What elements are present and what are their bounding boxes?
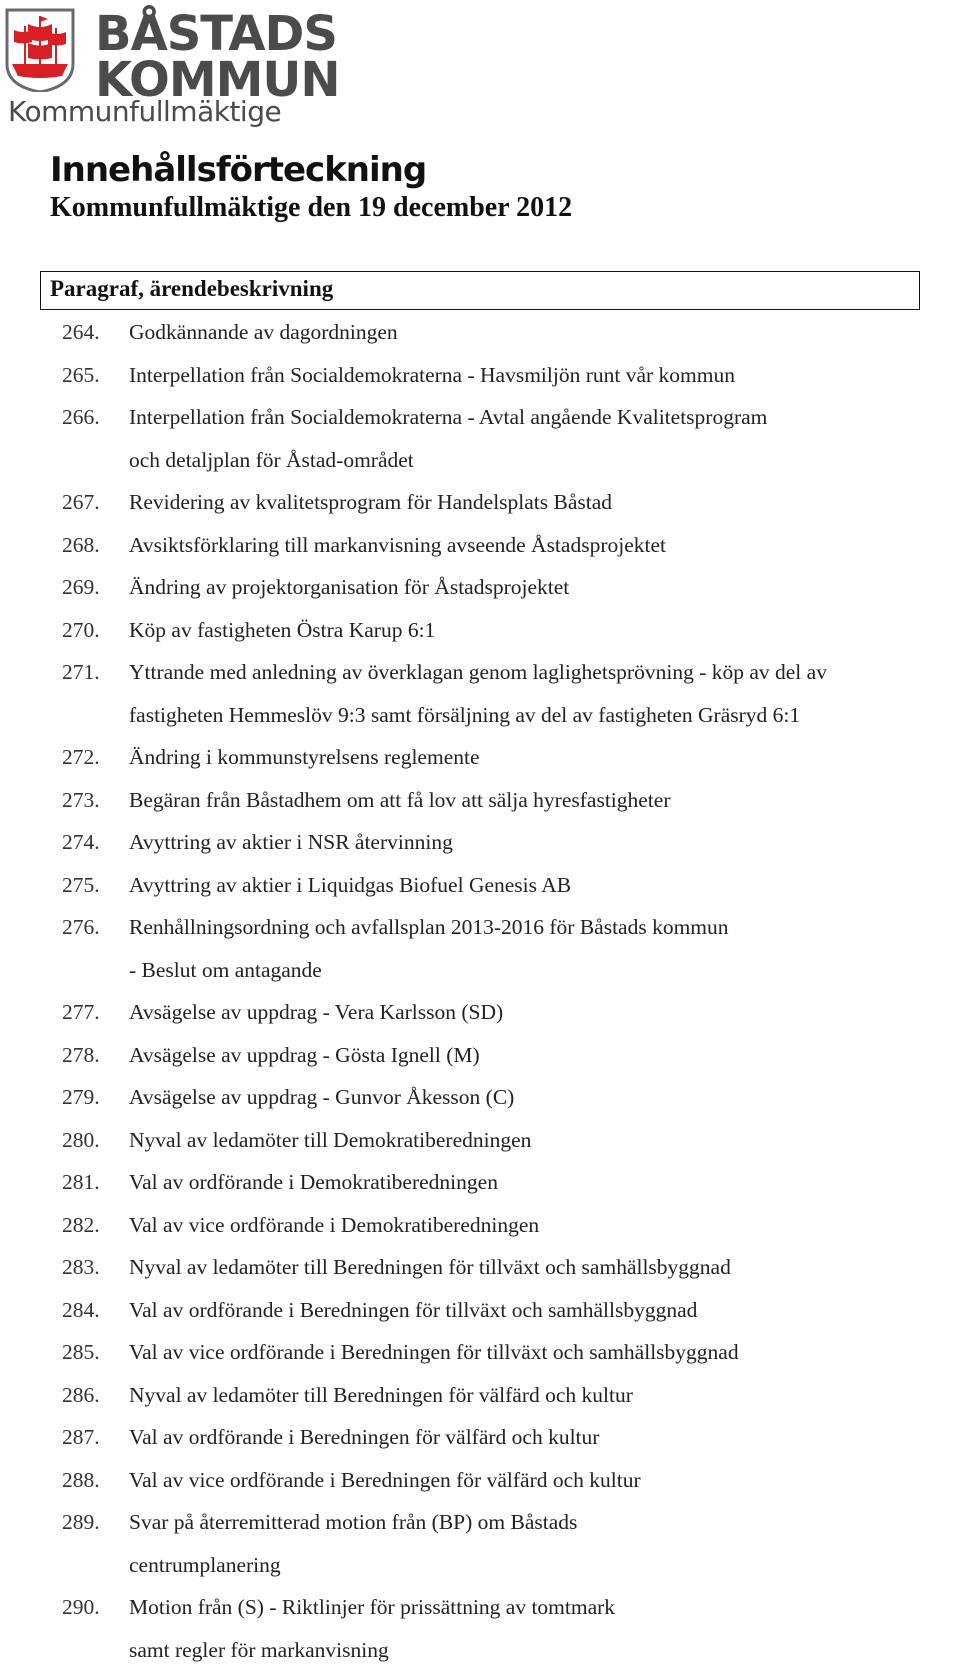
agenda-item [0,1331,960,1374]
agenda-item-line: samt regler för markanvisning [129,1629,957,1671]
agenda-item-number: 281. [62,1161,122,1204]
agenda-item [0,1204,960,1247]
agenda-item-description [129,864,957,907]
agenda-item [0,1161,960,1204]
agenda-item [0,1586,960,1671]
agenda-item-description [129,609,957,652]
agenda-item-description [129,736,957,779]
logo-wordmark-line1: BÅSTADS [95,10,337,58]
agenda-item-number: 277. [62,991,122,1034]
agenda-item-number: 270. [62,609,122,652]
agenda-item-description [129,1076,957,1119]
agenda-item-line: Nyval av ledamöter till Beredningen för tillväxt och samhällsbyggnad [129,1246,957,1289]
ship-emblem-icon [4,6,76,92]
logo-subtitle: Kommunfullmäktige [8,98,281,126]
agenda-item-line: Yttrande med anledning av överklagan genom laglighetsprövning - köp av del av [129,651,957,694]
agenda-item-description [129,566,957,609]
agenda-item-number: 279. [62,1076,122,1119]
agenda-item [0,1459,960,1502]
agenda-item-description [129,991,957,1034]
document-subtitle: Kommunfullmäktige den 19 december 2012 [50,193,572,224]
agenda-item-line: Nyval av ledamöter till Demokratiberedningen [129,1119,957,1162]
agenda-item-line: Revidering av kvalitetsprogram för Handelsplats Båstad [129,481,957,524]
agenda-item-line: Godkännande av dagordningen [129,311,957,354]
agenda-item-line: Val av ordförande i Beredningen för tillväxt och samhällsbyggnad [129,1289,957,1332]
agenda-item-line: Ändring i kommunstyrelsens reglemente [129,736,957,779]
agenda-item-line: Ändring av projektorganisation för Åstadsprojektet [129,566,957,609]
agenda-item-description [129,779,957,822]
agenda-item-description [129,906,957,991]
agenda-item [0,1119,960,1162]
agenda-item-number: 286. [62,1374,122,1417]
agenda-item [0,1289,960,1332]
agenda-item-line: fastigheten Hemmeslöv 9:3 samt försäljning av del av fastigheten Gräsryd 6:1 [129,694,957,737]
agenda-item-description [129,1586,957,1671]
agenda-item-line: - Beslut om antagande [129,949,957,992]
agenda-item-line: Avyttring av aktier i Liquidgas Biofuel Genesis AB [129,864,957,907]
agenda-item-number: 275. [62,864,122,907]
agenda-item-number: 284. [62,1289,122,1332]
agenda-item-number: 278. [62,1034,122,1077]
agenda-item-description [129,481,957,524]
table-header-label: Paragraf, ärendebeskrivning [50,276,333,302]
agenda-item-number: 265. [62,354,122,397]
agenda-item-number: 268. [62,524,122,567]
agenda-item [0,1416,960,1459]
agenda-item-description [129,651,957,736]
agenda-item-line: Avsägelse av uppdrag - Gunvor Åkesson (C) [129,1076,957,1119]
agenda-item-number: 273. [62,779,122,822]
agenda-item-line: Val av ordförande i Beredningen för välfärd och kultur [129,1416,957,1459]
agenda-item [0,779,960,822]
agenda-item-line: Avsägelse av uppdrag - Vera Karlsson (SD) [129,991,957,1034]
agenda-item-description [129,821,957,864]
agenda-item-description [129,1161,957,1204]
agenda-item [0,311,960,354]
agenda-item [0,524,960,567]
agenda-item-number: 280. [62,1119,122,1162]
municipality-logo [4,6,304,132]
agenda-item-number: 264. [62,311,122,354]
agenda-item-line: Motion från (S) - Riktlinjer för prissättning av tomtmark [129,1586,957,1629]
agenda-item-description [129,1289,957,1332]
agenda-item-line: och detaljplan för Åstad-området [129,439,957,482]
agenda-item-line: Begäran från Båstadhem om att få lov att sälja hyresfastigheter [129,779,957,822]
logo-wordmark-line2: KOMMUN [95,56,340,104]
agenda-item [0,1374,960,1417]
agenda-item-line: Avyttring av aktier i NSR återvinning [129,821,957,864]
agenda-item-number: 276. [62,906,122,949]
agenda-item-line: Avsiktsförklaring till markanvisning avseende Åstadsprojektet [129,524,957,567]
agenda-item-number: 266. [62,396,122,439]
agenda-item [0,864,960,907]
agenda-item [0,1034,960,1077]
agenda-item [0,1246,960,1289]
agenda-item-line: Svar på återremitterad motion från (BP) om Båstads [129,1501,957,1544]
agenda-item-description [129,1374,957,1417]
agenda-item-line: Nyval av ledamöter till Beredningen för välfärd och kultur [129,1374,957,1417]
agenda-item-number: 269. [62,566,122,609]
agenda-list [0,311,960,1671]
agenda-item [0,354,960,397]
agenda-item-line: Interpellation från Socialdemokraterna - Havsmiljön runt vår kommun [129,354,957,397]
agenda-item [0,481,960,524]
agenda-item [0,1076,960,1119]
agenda-item-description [129,1204,957,1247]
agenda-item-description [129,354,957,397]
agenda-item-number: 271. [62,651,122,694]
agenda-item [0,736,960,779]
agenda-item-line: centrumplanering [129,1544,957,1587]
agenda-item-number: 272. [62,736,122,779]
agenda-item [0,1501,960,1586]
agenda-item-description [129,1119,957,1162]
agenda-item-number: 289. [62,1501,122,1544]
agenda-item [0,566,960,609]
agenda-item-description [129,1501,957,1586]
agenda-item [0,821,960,864]
agenda-item-number: 290. [62,1586,122,1629]
agenda-item-line: Avsägelse av uppdrag - Gösta Ignell (M) [129,1034,957,1077]
agenda-item-description [129,311,957,354]
agenda-item [0,991,960,1034]
agenda-item [0,651,960,736]
agenda-item-number: 287. [62,1416,122,1459]
agenda-item [0,609,960,652]
agenda-item-line: Val av vice ordförande i Beredningen för välfärd och kultur [129,1459,957,1502]
agenda-item-description [129,396,957,481]
agenda-item-description [129,1034,957,1077]
agenda-item-line: Val av vice ordförande i Beredningen för tillväxt och samhällsbyggnad [129,1331,957,1374]
agenda-item-line: Val av vice ordförande i Demokratiberedningen [129,1204,957,1247]
agenda-item-description [129,1246,957,1289]
agenda-item-number: 283. [62,1246,122,1289]
agenda-item-number: 267. [62,481,122,524]
agenda-item-description [129,524,957,567]
agenda-item-number: 274. [62,821,122,864]
agenda-item-description [129,1416,957,1459]
document-title: Innehållsförteckning [50,152,426,189]
agenda-item-line: Interpellation från Socialdemokraterna - Avtal angående Kvalitetsprogram [129,396,957,439]
agenda-item [0,396,960,481]
agenda-item-number: 282. [62,1204,122,1247]
table-header [40,271,920,310]
agenda-item [0,906,960,991]
agenda-item-number: 288. [62,1459,122,1502]
agenda-item-line: Val av ordförande i Demokratiberedningen [129,1161,957,1204]
agenda-item-line: Renhållningsordning och avfallsplan 2013-2016 för Båstads kommun [129,906,957,949]
agenda-item-number: 285. [62,1331,122,1374]
agenda-item-description [129,1331,957,1374]
agenda-item-description [129,1459,957,1502]
agenda-item-line: Köp av fastigheten Östra Karup 6:1 [129,609,957,652]
